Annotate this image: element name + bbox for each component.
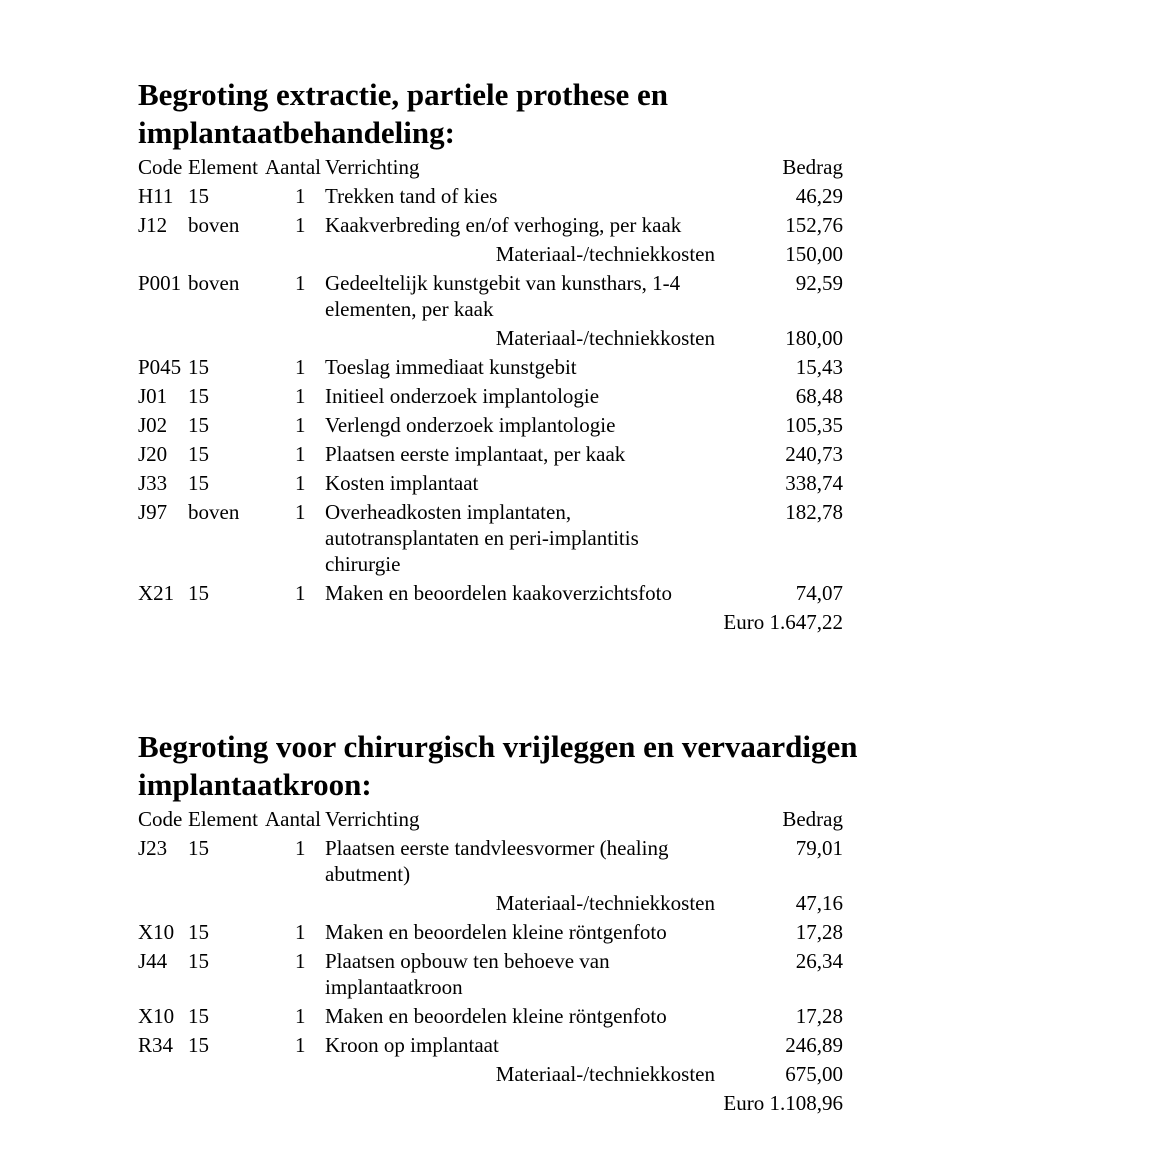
amount-cell: 17,28 (795, 919, 843, 944)
amount-cell: 338,74 (785, 470, 843, 495)
amount-cell: 92,59 (795, 270, 843, 295)
code-cell: R34 (138, 1032, 174, 1057)
amount-cell: 240,73 (785, 441, 843, 466)
amount-cell: 26,34 (795, 948, 843, 973)
amount-cell: 47,16 (795, 890, 843, 915)
verrichting-cell: Plaatsen opbouw ten behoeve van implantaatkroon (325, 948, 610, 999)
element-cell: 15 (188, 1032, 209, 1057)
section-total: Euro 1.647,22 (723, 609, 843, 634)
section-total: Euro 1.108,96 (723, 1090, 843, 1115)
amount-cell: 68,48 (795, 383, 843, 408)
code-cell: J02 (138, 412, 168, 437)
code-cell: J33 (138, 470, 168, 495)
treatment-row (138, 497, 843, 578)
verrichting-cell: Initieel onderzoek implantologie (325, 383, 600, 408)
column-header-element: Element (188, 806, 258, 831)
empty-cell (138, 888, 325, 917)
aantal-cell: 1 (295, 441, 306, 466)
material-label-cell: Materiaal-/techniekkosten (495, 890, 715, 915)
element-cell: 15 (188, 383, 209, 408)
verrichting-cell: Kroon op implantaat (325, 1032, 499, 1057)
material-cost-row (138, 1059, 843, 1088)
amount-cell: 180,00 (785, 325, 843, 350)
treatment-row (138, 1001, 843, 1030)
verrichting-cell: Kaakverbreding en/of verhoging, per kaak (325, 212, 682, 237)
verrichting-cell: Maken en beoordelen kaakoverzichtsfoto (325, 580, 672, 605)
treatment-row (138, 468, 843, 497)
verrichting-cell: Plaatsen eerste implantaat, per kaak (325, 441, 626, 466)
aantal-cell: 1 (295, 354, 306, 379)
column-header-aantal: Aantal (265, 154, 321, 179)
aantal-cell: 1 (295, 183, 306, 208)
column-header-code: Code (138, 154, 183, 179)
table-body (138, 833, 843, 1088)
column-header-verrichting: Verrichting (325, 806, 420, 831)
amount-cell: 74,07 (795, 580, 843, 605)
material-cost-row (138, 323, 843, 352)
section-title: Begroting extractie, partiele prothese en implantaatbehandeling: (138, 77, 669, 150)
verrichting-cell: Maken en beoordelen kleine röntgenfoto (325, 919, 667, 944)
estimate-section-implant-crown (138, 728, 968, 1117)
treatment-row (138, 439, 843, 468)
element-cell: 15 (188, 580, 209, 605)
material-cost-row (138, 888, 843, 917)
aantal-cell: 1 (295, 1032, 306, 1057)
material-label-cell: Materiaal-/techniekkosten (495, 325, 715, 350)
element-cell: 15 (188, 354, 209, 379)
empty-cell (138, 323, 325, 352)
column-header-aantal: Aantal (265, 806, 321, 831)
aantal-cell: 1 (295, 835, 306, 860)
element-cell: 15 (188, 835, 209, 860)
aantal-cell: 1 (295, 470, 306, 495)
table-header-row (138, 804, 843, 833)
aantal-cell: 1 (295, 1003, 306, 1028)
code-cell: H11 (138, 183, 174, 208)
code-cell: J23 (138, 835, 168, 860)
aantal-cell: 1 (295, 212, 306, 237)
column-header-code: Code (138, 806, 183, 831)
element-cell: boven (188, 499, 240, 524)
empty-cell (138, 239, 325, 268)
element-cell: 15 (188, 948, 209, 973)
material-label-cell: Materiaal-/techniekkosten (495, 241, 715, 266)
aantal-cell: 1 (295, 270, 306, 295)
verrichting-cell: Gedeeltelijk kunstgebit van kunsthars, 1-4 elementen, per kaak (325, 270, 681, 321)
aantal-cell: 1 (295, 919, 306, 944)
treatment-row (138, 352, 843, 381)
treatment-row (138, 833, 843, 888)
column-header-element: Element (188, 154, 258, 179)
code-cell: P045 (138, 354, 182, 379)
verrichting-cell: Maken en beoordelen kleine röntgenfoto (325, 1003, 667, 1028)
amount-cell: 105,35 (785, 412, 843, 437)
aantal-cell: 1 (295, 499, 306, 524)
amount-cell: 150,00 (785, 241, 843, 266)
treatment-row (138, 1030, 843, 1059)
aantal-cell: 1 (295, 580, 306, 605)
code-cell: J97 (138, 499, 168, 524)
treatment-row (138, 410, 843, 439)
element-cell: 15 (188, 441, 209, 466)
code-cell: J44 (138, 948, 168, 973)
amount-cell: 17,28 (795, 1003, 843, 1028)
verrichting-cell: Overheadkosten implantaten, autotransplantaten en peri-implantitis chirurgie (325, 499, 639, 576)
element-cell: 15 (188, 1003, 209, 1028)
element-cell: boven (188, 270, 240, 295)
amount-cell: 79,01 (795, 835, 843, 860)
section-title: Begroting voor chirurgisch vrijleggen en vervaardigen implantaatkroon: (138, 729, 858, 802)
empty-cell (138, 1059, 325, 1088)
treatment-row (138, 210, 843, 239)
verrichting-cell: Plaatsen eerste tandvleesvormer (healing abutment) (325, 835, 669, 886)
amount-cell: 182,78 (785, 499, 843, 524)
verrichting-cell: Toeslag immediaat kunstgebit (325, 354, 577, 379)
code-cell: X10 (138, 1003, 175, 1028)
aantal-cell: 1 (295, 412, 306, 437)
code-cell: J20 (138, 441, 168, 466)
estimate-section-extraction-prosthesis-implant (138, 76, 968, 636)
code-cell: P001 (138, 270, 182, 295)
treatment-row (138, 917, 843, 946)
column-header-bedrag: Bedrag (782, 154, 843, 179)
treatment-row (138, 381, 843, 410)
verrichting-cell: Kosten implantaat (325, 470, 479, 495)
material-cost-row (138, 239, 843, 268)
column-header-bedrag: Bedrag (782, 806, 843, 831)
amount-cell: 675,00 (785, 1061, 843, 1086)
table-header-row (138, 152, 843, 181)
amount-cell: 152,76 (785, 212, 843, 237)
element-cell: 15 (188, 412, 209, 437)
element-cell: boven (188, 212, 240, 237)
cost-table (138, 804, 843, 1088)
aantal-cell: 1 (295, 948, 306, 973)
verrichting-cell: Verlengd onderzoek implantologie (325, 412, 616, 437)
verrichting-cell: Trekken tand of kies (325, 183, 498, 208)
aantal-cell: 1 (295, 383, 306, 408)
element-cell: 15 (188, 183, 209, 208)
material-label-cell: Materiaal-/techniekkosten (495, 1061, 715, 1086)
column-header-verrichting: Verrichting (325, 154, 420, 179)
code-cell: J01 (138, 383, 168, 408)
code-cell: X10 (138, 919, 175, 944)
amount-cell: 46,29 (795, 183, 843, 208)
cost-table (138, 152, 843, 607)
treatment-row (138, 181, 843, 210)
element-cell: 15 (188, 470, 209, 495)
code-cell: X21 (138, 580, 175, 605)
treatment-row (138, 578, 843, 607)
element-cell: 15 (188, 919, 209, 944)
treatment-row (138, 946, 843, 1001)
amount-cell: 15,43 (795, 354, 843, 379)
treatment-row (138, 268, 843, 323)
amount-cell: 246,89 (785, 1032, 843, 1057)
table-body (138, 181, 843, 607)
code-cell: J12 (138, 212, 168, 237)
